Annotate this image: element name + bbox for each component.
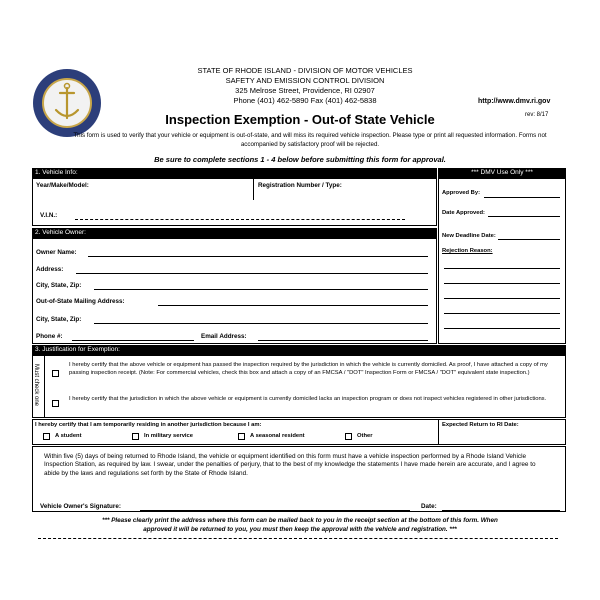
rejection-line[interactable] (444, 283, 560, 284)
mailing-city-state-zip-label: City, State, Zip: (36, 316, 82, 323)
military-checkbox[interactable] (132, 433, 139, 440)
option1-checkbox[interactable] (52, 370, 59, 377)
dmv-url[interactable]: http://www.dmv.ri.gov (478, 98, 551, 105)
student-checkbox[interactable] (43, 433, 50, 440)
other-label: Other (357, 433, 373, 439)
mailing-city-state-zip-field[interactable] (94, 323, 428, 324)
rejection-line[interactable] (444, 298, 560, 299)
rejection-reason-label: Rejection Reason: (442, 248, 493, 254)
approved-by-label: Approved By: (442, 190, 481, 196)
city-state-zip-field[interactable] (94, 289, 428, 290)
email-field[interactable] (258, 340, 428, 341)
section2-heading: 2. Vehicle Owner: (32, 228, 437, 238)
address-label: Address: (36, 266, 64, 273)
mailing-address-label: Out-of-State Mailing Address: (36, 298, 125, 305)
dmv-use-box (438, 178, 566, 344)
cut-line (38, 538, 558, 539)
footer-note-line2: approved it will be returned to you, you must then keep the approval with the vehicle and registration. *** (143, 526, 457, 533)
vin-label: V.I.N.: (40, 212, 58, 219)
revision-label: rev: 8/17 (525, 112, 549, 118)
phone-field[interactable] (72, 340, 194, 341)
header-phone-fax: Phone (401) 462-5890 Fax (401) 462-5838 (233, 96, 377, 105)
student-label: A student (55, 433, 82, 439)
year-make-model-label: Year/Make/Model: (36, 182, 89, 189)
date-approved-field[interactable] (488, 216, 560, 217)
ri-seal-logo (32, 68, 102, 138)
owner-name-label: Owner Name: (36, 249, 77, 256)
city-state-zip-label: City, State, Zip: (36, 282, 82, 289)
approved-by-field[interactable] (484, 197, 560, 198)
mailing-address-field[interactable] (158, 305, 428, 306)
header-agency: STATE OF RHODE ISLAND - DIVISION OF MOTOR VEHICLES (197, 66, 413, 75)
residing-label: I hereby certify that I am temporarily residing in another jurisdiction because I am: (35, 422, 262, 428)
date-approved-label: Date Approved: (442, 210, 485, 216)
seasonal-checkbox[interactable] (238, 433, 245, 440)
military-label: In military service (144, 433, 193, 439)
new-deadline-label: New Deadline Date: (442, 233, 496, 239)
certification-text: Within five (5) days of being returned to Rhode Island, the vehicle or equipment identified on this form must have a vehicle inspection performed by a Rhode Island Vehicle Inspection Station, as required by law. I swear, under the penalties of perjury, that to the best of my knowledge the statements I have made herein are accurate, and I agree to abide by the laws and regulations set forth by the State of Rhode Island. (44, 453, 536, 477)
owner-name-field[interactable] (88, 256, 428, 257)
must-check-one-label: Must check one (33, 363, 39, 407)
email-label: Email Address: (201, 333, 247, 340)
divider (438, 419, 439, 445)
option2-text: I hereby certify that the jurisdiction in which the above vehicle or equipment is currently domiciled lacks an inspection program or does not inspect vehicles registered in other jurisdictions. (69, 396, 547, 402)
rejection-line[interactable] (444, 328, 560, 329)
option1-text: I hereby certify that the above vehicle or equipment has passed the inspection required by the jurisdiction in which the vehicle is currently domiciled. As proof, I have attached a copy of my passing inspection receipt. (Note: For commercial vehicles, check this box and attach a copy of an FMCSA / "DOT" Inspection Form or FMCSA / "DOT" equivalent state inspection.) (69, 362, 548, 376)
new-deadline-field[interactable] (498, 239, 560, 240)
divider (253, 178, 254, 200)
date-label: Date: (421, 503, 437, 510)
date-field[interactable] (442, 510, 560, 511)
seasonal-label: A seasonal resident (250, 433, 305, 439)
signature-label: Vehicle Owner's Signature: (40, 503, 121, 510)
header-address: 325 Melrose Street, Providence, RI 02907 (235, 86, 375, 95)
section3-heading: 3. Justification for Exemption: (32, 345, 566, 355)
divider (44, 355, 45, 418)
other-checkbox[interactable] (345, 433, 352, 440)
vin-field[interactable] (75, 219, 405, 220)
complete-sections-note: Be sure to complete sections 1 - 4 below before submitting this form for approval. (154, 155, 446, 164)
option2-checkbox[interactable] (52, 400, 59, 407)
address-field[interactable] (76, 273, 428, 274)
footer-note-line1: *** Please clearly print the address where this form can be mailed back to you in the receipt section at the bottom of this form. When (102, 517, 498, 524)
signature-field[interactable] (140, 510, 410, 511)
section1-heading: 1. Vehicle Info: (32, 168, 437, 178)
rejection-line[interactable] (444, 268, 560, 269)
vehicle-owner-box (32, 238, 437, 344)
dmv-use-heading: *** DMV Use Only *** (438, 168, 566, 178)
expected-return-label: Expected Return to RI Date: (442, 422, 519, 428)
header-division: SAFETY AND EMISSION CONTROL DIVISION (225, 76, 385, 85)
rejection-line[interactable] (444, 313, 560, 314)
phone-label: Phone #: (36, 333, 63, 340)
intro-text: This form is used to verify that your vehicle or equipment is out-of-state, and will miss its required vehicle inspection. Please type or print all requested information. Forms not accompanied by satisfactory proof will be rejected. (73, 132, 547, 148)
page-title: Inspection Exemption - Out-of State Vehicle (165, 112, 435, 127)
registration-label: Registration Number / Type: (258, 182, 342, 189)
